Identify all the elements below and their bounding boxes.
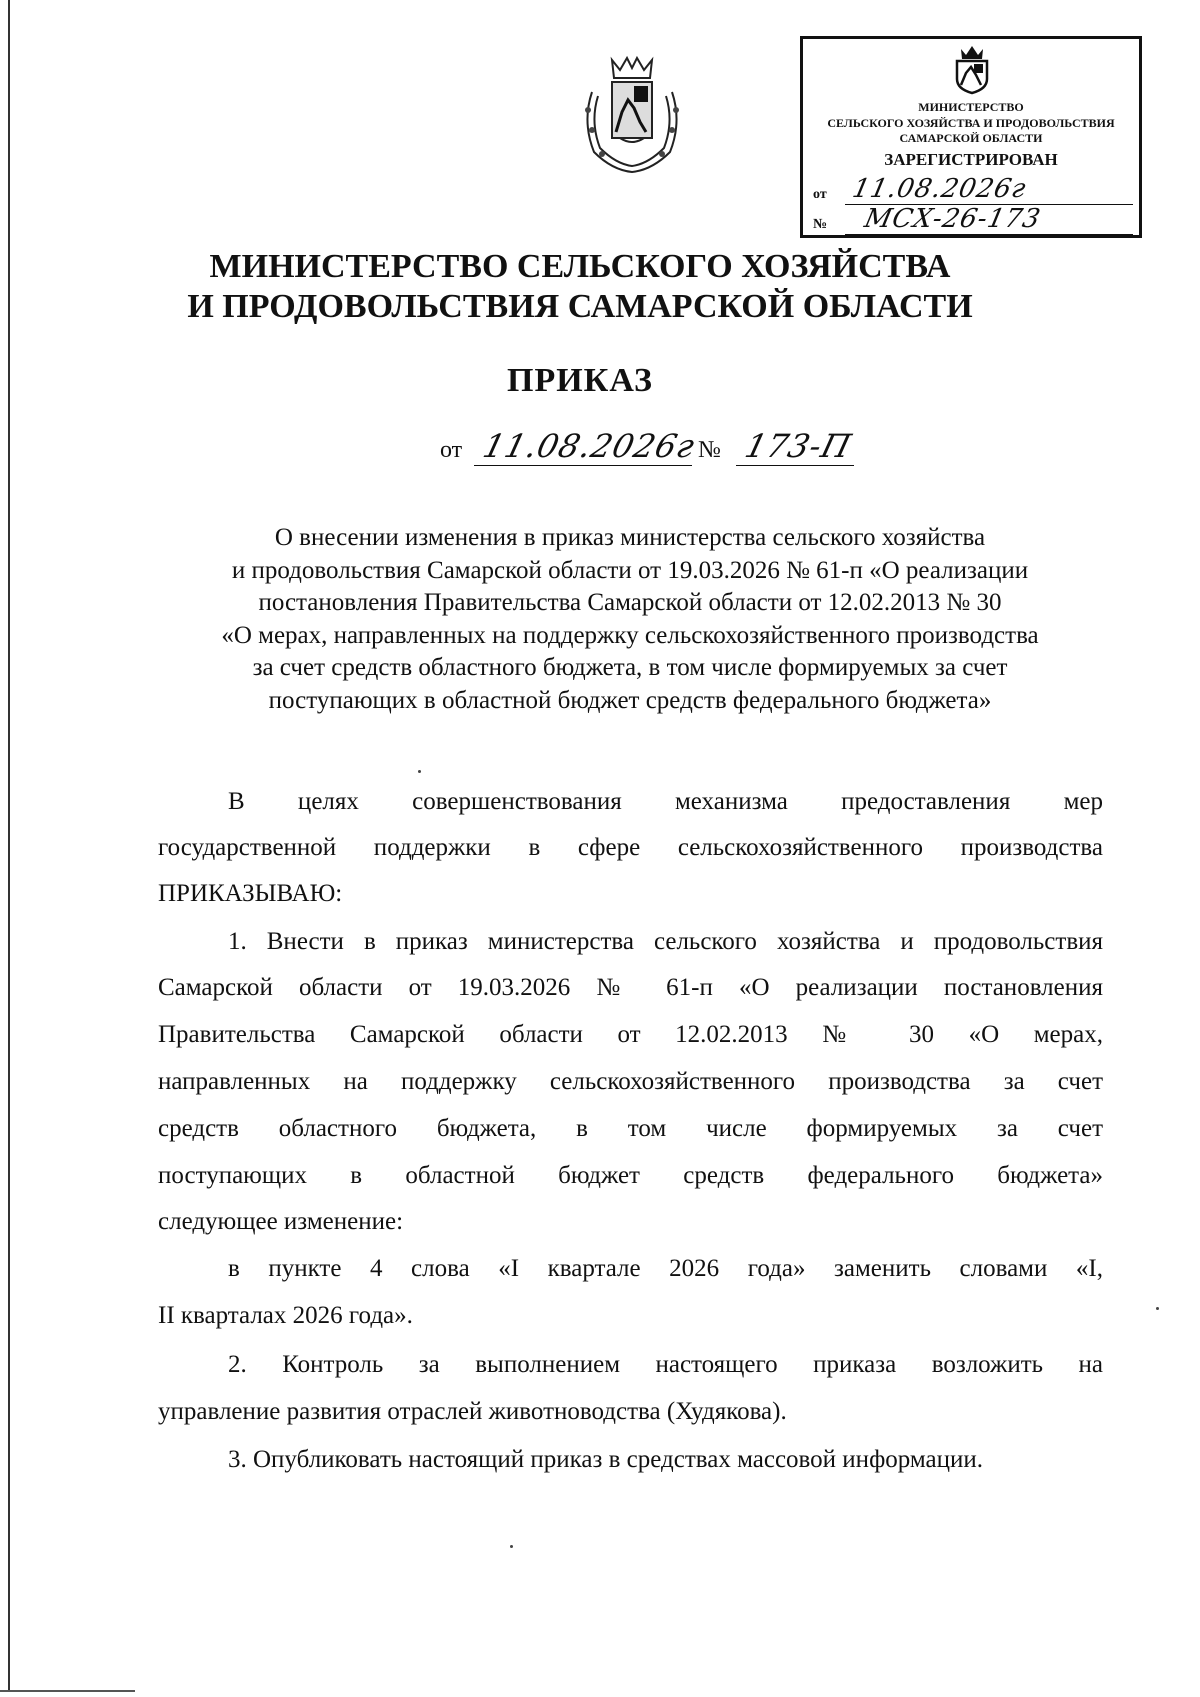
stamp-number-underline: [845, 234, 1133, 235]
stamp-date-row: [813, 174, 1133, 205]
coat-of-arms-icon: [572, 52, 692, 176]
order-date-value: 11.08.2026г: [479, 427, 700, 465]
page-edge-bottom: [0, 1690, 135, 1692]
body-line: в пункте 4 слова «I квартале 2026 года» заменить словами «I,: [228, 1255, 1103, 1282]
body-line: государственной поддержки в сфере сельскохозяйственного производства: [158, 834, 1103, 861]
page-edge-left: [8, 0, 10, 1690]
order-number-underline: [736, 465, 854, 466]
stamp-line-2: СЕЛЬСКОГО ХОЗЯЙСТВА И ПРОДОВОЛЬСТВИЯ: [827, 116, 1115, 130]
body-line: направленных на поддержку сельскохозяйственного производства за счет: [158, 1068, 1103, 1095]
scan-speck: [418, 770, 421, 773]
subject-line: постановления Правительства Самарской области от 12.02.2013 № 30: [258, 589, 1002, 616]
stamp-date-value: 11.08.2026г: [849, 174, 1030, 204]
scan-speck: [1156, 1307, 1159, 1310]
subject-line: и продовольствия Самарской области от 19.03.2026 № 61-п «О реализации: [231, 556, 1029, 584]
scan-speck: [510, 1545, 513, 1548]
subject-line: поступающих в областной бюджет средств федерального бюджета»: [268, 686, 992, 714]
subject-line: О внесении изменения в приказ министерства сельского хозяйства: [274, 524, 986, 551]
stamp-registered: ЗАРЕГИСТРИРОВАН: [884, 150, 1058, 169]
order-number-value: 173-П: [741, 427, 856, 465]
subject-line: «О мерах, направленных на поддержку сельскохозяйственного производства: [221, 621, 1039, 649]
stamp-date-prefix: от: [813, 187, 827, 202]
stamp-number-prefix: №: [813, 217, 828, 232]
body-line: поступающих в областной бюджет средств федерального бюджета»: [158, 1162, 1103, 1189]
order-directive: ПРИКАЗЫВАЮ:: [158, 880, 343, 907]
body-line: 2. Контроль за выполнением настоящего приказа возложить на: [228, 1351, 1103, 1378]
body-line: II кварталах 2026 года».: [158, 1302, 413, 1329]
order-date-underline: [474, 465, 692, 466]
body-line: управление развития отраслей животноводства (Худякова).: [158, 1398, 787, 1425]
body-line: Самарской области от 19.03.2026 № 61-п «О реализации постановления: [158, 974, 1103, 1001]
stamp-number-value: МСХ-26-173: [861, 204, 1044, 234]
document-type: ПРИКАЗ: [507, 362, 653, 399]
stamp-emblem-icon: [949, 43, 995, 95]
ministry-title-line-2: И ПРОДОВОЛЬСТВИЯ САМАРСКОЙ ОБЛАСТИ: [187, 288, 973, 325]
order-date-label: от: [440, 437, 463, 463]
body-line: 3. Опубликовать настоящий приказ в средствах массовой информации.: [228, 1446, 984, 1473]
body-line: Правительства Самарской области от 12.02.2013 № 30 «О мерах,: [158, 1021, 1103, 1048]
body-line: следующее изменение:: [158, 1208, 404, 1235]
registration-stamp: [800, 36, 1142, 238]
order-number-label: №: [698, 437, 721, 463]
stamp-line-1: МИНИСТЕРСТВО: [918, 100, 1024, 114]
body-line: В целях совершенствования механизма предоставления мер: [228, 788, 1103, 815]
ministry-title-line-1: МИНИСТЕРСТВО СЕЛЬСКОГО ХОЗЯЙСТВА: [209, 248, 951, 285]
body-line: средств областного бюджета, в том числе формируемых за счет: [158, 1115, 1103, 1142]
body-line: 1. Внести в приказ министерства сельского хозяйства и продовольствия: [228, 928, 1103, 955]
stamp-number-row: [813, 204, 1133, 235]
order-subject: [150, 522, 1110, 717]
order-date-number: [436, 427, 856, 470]
subject-line: за счет средств областного бюджета, в том числе формируемых за счет: [252, 654, 1008, 681]
stamp-line-3: САМАРСКОЙ ОБЛАСТИ: [899, 131, 1043, 145]
